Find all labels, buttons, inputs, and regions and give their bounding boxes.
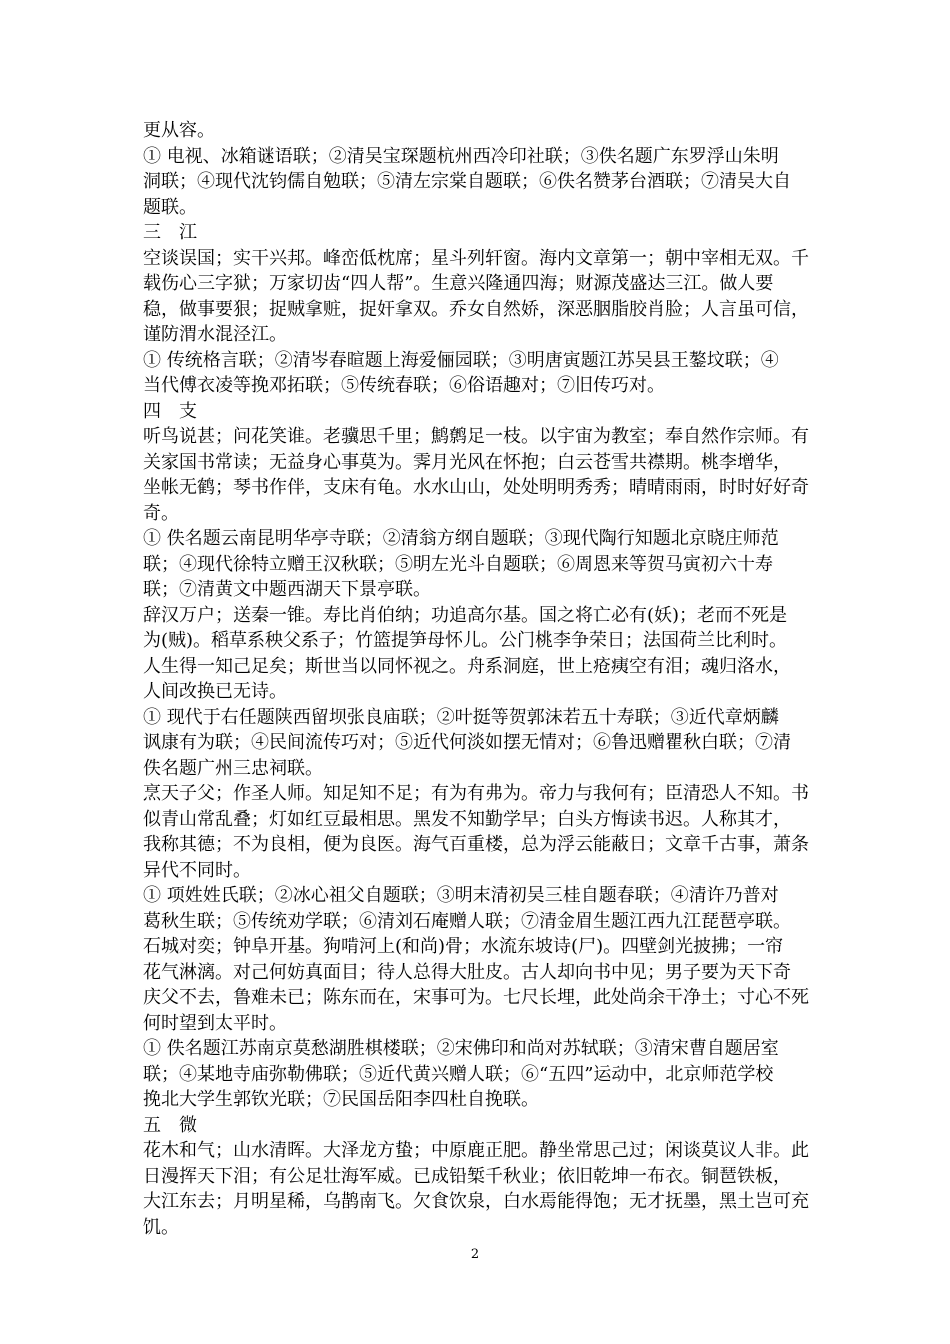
text-line: 洞联；④现代沈钧儒自勉联；⑤清左宗棠自题联；⑥佚名赞茅台酒联；⑦清吴大自 [143, 171, 791, 192]
text-line: 挽北大学生郭钦光联；⑦民国岳阳李四杜自挽联。 [143, 1089, 539, 1110]
text-line: 佚名题广州三忠祠联。 [143, 757, 323, 779]
page-number: 2 [470, 1247, 480, 1262]
text-line: 当代傅衣凌等挽邓拓联；⑤传统春联；⑥俗语趣对；⑦旧传巧对。 [143, 375, 665, 396]
text-line: ① 传统格言联；②清岑春暄题上海爱俪园联；③明唐寅题江苏吴县王鏊坟联；④ [143, 349, 779, 371]
text-line: ① 现代于右任题陕西留坝张良庙联；②叶挺等贺郭沫若五十寿联；③近代章炳麟 [143, 706, 779, 728]
text-line: 饥。 [143, 1216, 179, 1238]
text-line: ① 佚名题云南昆明华亭寺联；②清翁方纲自题联；③现代陶行知题北京晓庄师范 [143, 528, 779, 549]
text-line: 何时望到太平时。 [143, 1012, 287, 1034]
text-line: 联；④现代徐特立赠王汉秋联；⑤明左光斗自题联；⑥周恩来等贺马寅初六十寿 [143, 553, 773, 575]
text-line: 载伤心三字狱；万家切齿“四人帮”。生意兴隆通四海；财源茂盛达三江。做人要 [143, 273, 774, 294]
section-heading-si-zhi: 四 支 [143, 400, 197, 422]
text-line: 更从容。 [143, 120, 215, 141]
text-line: 稳，做事要狠；捉贼拿赃，捉奸拿双。乔女自然娇，深恶胭脂胶肖脸；人言虽可信， [143, 298, 809, 320]
text-line: 谨防渭水混泾江。 [143, 324, 287, 345]
text-line: ① 佚名题江苏南京莫愁湖胜棋楼联；②宋佛印和尚对苏轼联；③清宋曹自题居室 [143, 1038, 779, 1059]
text-line: 似青山常乱叠；灯如红豆最相思。黑发不知勤学早；白头方悔读书迟。人称其才， [143, 808, 791, 830]
text-line: 葛秋生联；⑤传统劝学联；⑥清刘石庵赠人联；⑦清金眉生题江西九江琵琶亭联。 [143, 910, 791, 932]
text-line: 空谈误国；实干兴邦。峰峦低枕席；星斗列轩窗。海内文章第一；朝中宰相无双。千 [143, 247, 809, 269]
text-line: 庆父不去，鲁难未已；陈东而在，宋事可为。七尺长埋，此处尚余干净土；寸心不死 [143, 987, 809, 1008]
text-line: 烹天子父；作圣人师。知足知不足；有为有弗为。帝力与我何有；臣清恐人不知。书 [143, 783, 809, 804]
text-line: ① 电视、冰箱谜语联；②清吴宝琛题杭州西冷印社联；③佚名题广东罗浮山朱明 [143, 145, 779, 167]
text-line: 题联。 [143, 196, 197, 218]
text-line: 大江东去；月明星稀，乌鹊南飞。欠食饮泉，白水焉能得饱；无才抚墨，黑土岂可充 [143, 1191, 809, 1212]
text-line: 石城对奕；钟阜开基。狗啃河上(和尚)骨；水流东坡诗(尸)。四壁剑光披拂；一帘 [143, 936, 784, 957]
text-line: 听鸟说甚；问花笑谁。老骥思千里；鹪鹩足一枝。以宇宙为教室；奉自然作宗师。有 [143, 426, 809, 447]
text-line: 联；④某地寺庙弥勒佛联；⑤近代黄兴赠人联；⑥“五四”运动中，北京师范学校 [143, 1063, 774, 1085]
text-line: 花木和气；山水清晖。大泽龙方蛰；中原鹿正肥。静坐常思己过；闲谈莫议人非。此 [143, 1140, 809, 1161]
text-line: 辞汉万户；送秦一锥。寿比肖伯纳；功追高尔基。国之将亡必有(妖)；老而不死是 [143, 604, 788, 626]
text-line: 奇。 [143, 502, 179, 524]
text-line: 为(贼)。稻草系秧父系子；竹篮提笋母怀儿。公门桃李争荣日；法国荷兰比利时。 [143, 630, 788, 651]
section-heading-san-jiang: 三 江 [143, 222, 197, 243]
text-line: 坐帐无鹤；琴书作伴，支床有龟。水水山山，处处明明秀秀；晴晴雨雨，时时好好奇 [143, 477, 809, 498]
text-line: 我称其德；不为良相，便为良医。海气百重楼，总为浮云能蔽日；文章千古事，萧条 [143, 834, 809, 855]
text-line: 联；⑦清黄文中题西湖天下景亭联。 [143, 579, 431, 600]
text-line: 关家国书常读；无益身心事莫为。霁月光风在怀抱；白云苍雪共襟期。桃李增华， [143, 451, 791, 473]
text-line: 日漫挥天下泪；有公足壮海军威。已成铅椠千秋业；依旧乾坤一布衣。铜琶铁板， [143, 1165, 791, 1187]
text-line: 人间改换已无诗。 [143, 681, 287, 702]
text-line: 讽康有为联；④民间流传巧对；⑤近代何淡如摆无情对；⑥鲁迅赠瞿秋白联；⑦清 [143, 732, 791, 753]
text-line: 人生得一知己足矣；斯世当以同怀视之。舟系洞庭，世上疮痍空有泪；魂归洛水， [143, 655, 791, 677]
document-body [143, 118, 815, 1240]
text-line: 异代不同时。 [143, 859, 251, 881]
text-line: 花气淋漓。对己何妨真面目；待人总得大肚皮。古人却向书中见；男子要为天下奇 [143, 961, 791, 983]
text-line: ① 项姓姓氏联；②冰心祖父自题联；③明末清初吴三桂自题春联；④清许乃普对 [143, 885, 779, 906]
section-heading-wu-wei: 五 微 [143, 1114, 197, 1136]
